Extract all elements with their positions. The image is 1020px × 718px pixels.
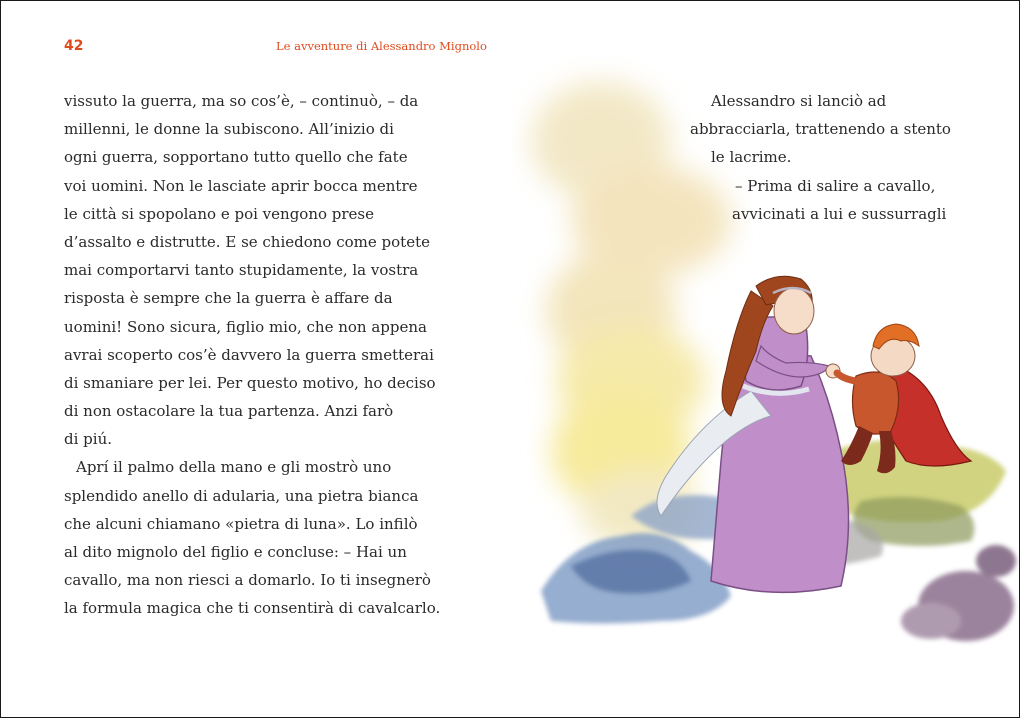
text-line: uomini! Sono sicura, figlio mio, che non appena (64, 317, 427, 336)
text-line: le città si spopolano e poi vengono prese (64, 204, 375, 223)
text-line: di piú. (64, 430, 112, 449)
text-line: avrai scoperto cos’è davvero la guerra smetterai (64, 345, 434, 364)
text-line: mai comportarvi tanto stupidamente, la vostra (64, 261, 419, 280)
text-line: Alessandro si lanciò ad (711, 92, 887, 110)
running-head: Le avventure di Alessandro Mignolo (276, 39, 487, 53)
boy-figure (837, 324, 971, 473)
text-line: splendido anello di adularia, una pietra bianca (64, 486, 419, 505)
text-line: avvicinati a lui e sussurragli (732, 204, 947, 223)
text-line: abbracciarla, trattenendo a stento (690, 120, 951, 139)
text-line: di smaniare per lei. Per questo motivo, ho deciso (64, 373, 436, 392)
yellow-wash (531, 81, 731, 551)
text-line: cavallo, ma non riesci a domarlo. Io ti insegnerò (64, 571, 431, 590)
text-line: la formula magica che ti consentirà di cavalcarlo. (64, 599, 441, 618)
left-page-text (64, 87, 464, 623)
purple-flowers (901, 545, 1016, 641)
text-line: le lacrime. (711, 148, 792, 167)
text-line: millenni, le donne la subiscono. All’inizio di (64, 120, 394, 139)
text-line: vissuto la guerra, ma so cos’è, – continuò, – da (64, 92, 419, 110)
text-line: di non ostacolare la tua partenza. Anzi farò (64, 402, 394, 421)
text-line: voi uomini. Non le lasciate aprir bocca mentre (64, 176, 418, 195)
page-number: 42 (64, 38, 84, 54)
text-line: Aprí il palmo della mano e gli mostrò uno (76, 458, 392, 477)
text-line: – Prima di salire a cavallo, (735, 176, 936, 195)
text-line: ogni guerra, sopportano tutto quello che fate (64, 148, 408, 167)
text-line: al dito mignolo del figlio e concluse: – Hai un (64, 543, 407, 561)
text-line: risposta è sempre che la guerra è affare da (64, 289, 393, 308)
text-line: d’assalto e distrutte. E se chiedono come potete (64, 232, 430, 251)
text-line: che alcuni chiamano «pietra di luna». Lo infilò (64, 514, 418, 533)
